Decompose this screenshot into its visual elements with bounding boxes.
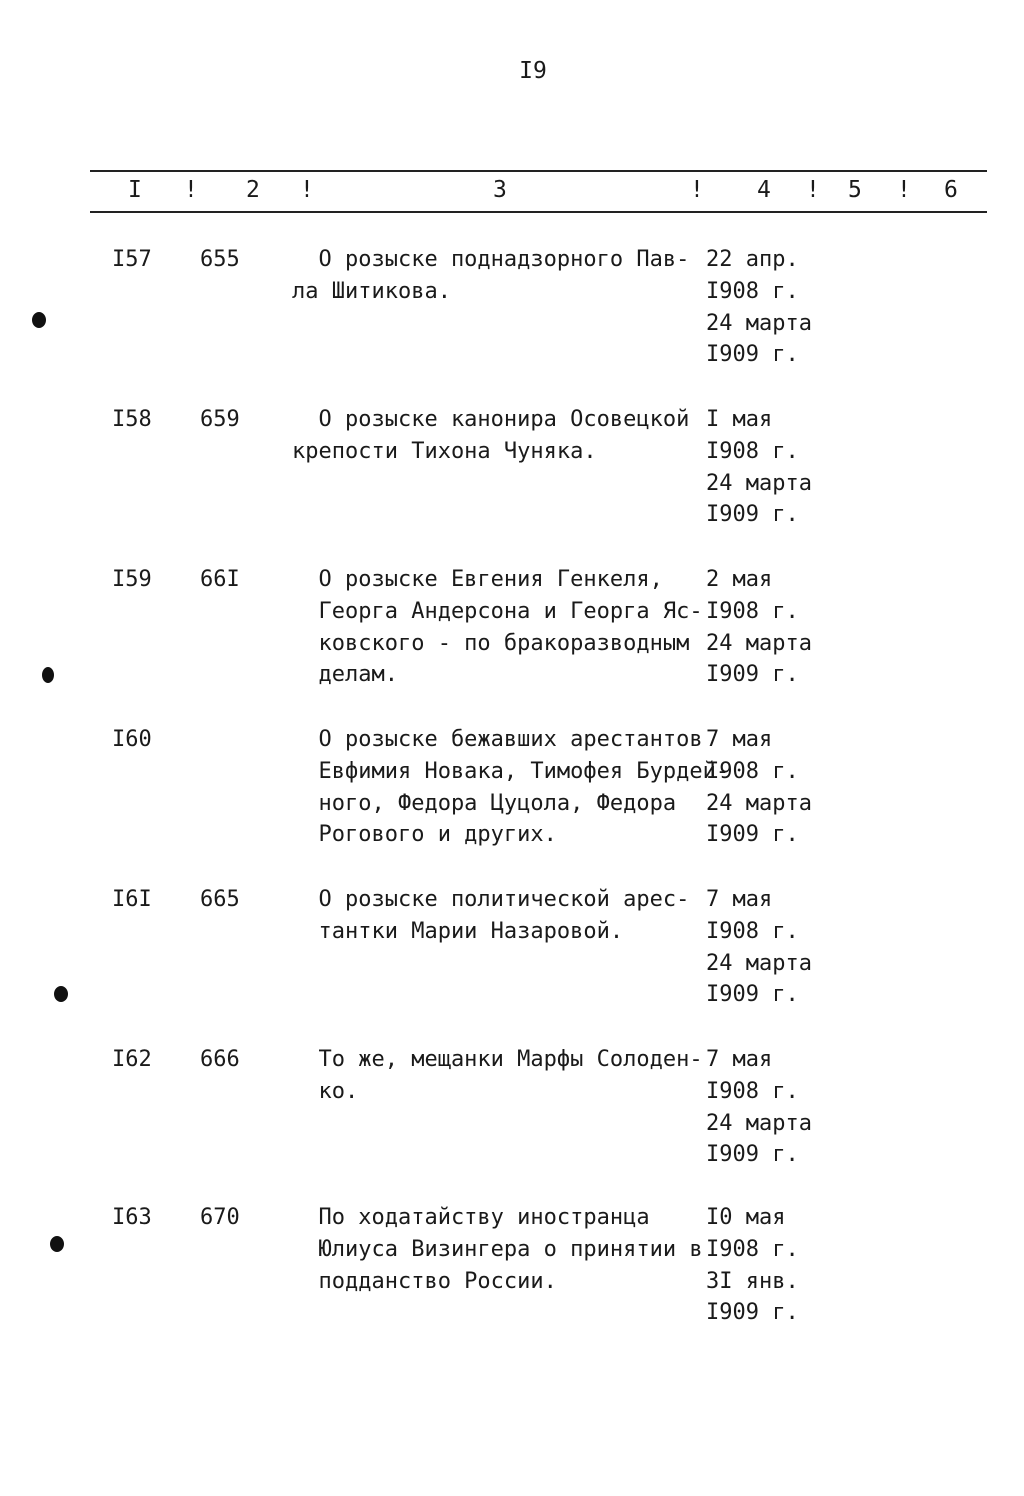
header-separator: ! (690, 177, 704, 203)
case-title (292, 1044, 703, 1108)
hole-punch-mark (50, 1236, 64, 1252)
case-date-line: I908 г. (706, 438, 799, 464)
case-title-line: О розыске бежавших арестантов (292, 727, 703, 752)
header-col-6: 6 (944, 177, 958, 203)
header-col-3: 3 (493, 177, 507, 203)
case-title-line: О розыске политической арес- (292, 887, 690, 912)
case-dates (706, 884, 812, 1011)
case-dates (706, 564, 812, 691)
case-date-line: 24 марта (706, 630, 812, 656)
case-title-line: делам. (292, 662, 398, 688)
file-number: 66I (200, 567, 240, 592)
case-date-line: I908 г. (706, 758, 799, 784)
case-date-line: I909 г. (706, 342, 799, 368)
case-date-line: 24 марта (706, 310, 812, 336)
row-number: I57 (112, 247, 152, 272)
case-date-line: I908 г. (706, 1236, 799, 1262)
case-date-line: I909 г. (706, 822, 799, 848)
case-date-line: I0 мая (706, 1205, 786, 1230)
case-date-line: I908 г. (706, 918, 799, 944)
case-dates (706, 404, 812, 531)
file-number: 659 (200, 407, 240, 432)
header-col-5: 5 (848, 177, 862, 203)
case-date-line: 24 марта (706, 950, 812, 976)
file-number: 666 (200, 1047, 240, 1072)
header-separator: ! (897, 177, 911, 203)
page-number: I9 (519, 58, 547, 84)
row-number: I62 (112, 1047, 152, 1072)
file-number: 655 (200, 247, 240, 272)
case-date-line: I908 г. (706, 598, 799, 624)
header-separator: ! (300, 177, 314, 203)
case-date-line: 24 марта (706, 470, 812, 496)
file-number: 670 (200, 1205, 240, 1230)
hole-punch-mark (42, 667, 54, 683)
case-title-line: Рогового и других. (292, 822, 557, 848)
hole-punch-mark (54, 986, 68, 1002)
case-title-line: О розыске Евгения Генкеля, (292, 567, 663, 592)
case-title-line: подданство России. (292, 1268, 557, 1294)
case-title-line: крепости Тихона Чуняка. (292, 438, 597, 464)
file-number: 665 (200, 887, 240, 912)
case-date-line: I909 г. (706, 1142, 799, 1168)
case-dates (706, 1202, 799, 1329)
header-separator: ! (184, 177, 198, 203)
case-date-line: I909 г. (706, 502, 799, 528)
header-rule-bottom (90, 211, 987, 213)
case-date-line: 7 мая (706, 1047, 773, 1072)
case-title-line: О розыске канонира Осовецкой (292, 407, 690, 432)
case-date-line: 24 марта (706, 1110, 812, 1136)
case-title-line: ного, Федора Цуцола, Федора (292, 790, 677, 816)
case-dates (706, 1044, 812, 1171)
case-date-line: 3I янв. (706, 1268, 799, 1294)
case-title-line: Георга Андерсона и Георга Яс- (292, 598, 703, 624)
case-date-line: I мая (706, 407, 773, 432)
row-number: I63 (112, 1205, 152, 1230)
header-col-4: 4 (757, 177, 771, 203)
case-date-line: I908 г. (706, 1078, 799, 1104)
case-date-line: 2 мая (706, 567, 773, 592)
case-title-line: По ходатайству иностранца (292, 1205, 650, 1230)
hole-punch-mark (32, 312, 46, 328)
case-title-line: То же, мещанки Марфы Солоден- (292, 1047, 703, 1072)
case-dates (706, 244, 812, 371)
case-title (292, 244, 689, 308)
case-date-line: 22 апр. (706, 247, 799, 272)
case-date-line: I908 г. (706, 278, 799, 304)
case-title-line: Юлиуса Визингера о принятии в (292, 1236, 703, 1262)
case-title (292, 564, 703, 691)
case-title-line: ковского - по бракоразводным (292, 630, 690, 656)
case-title (292, 1202, 703, 1297)
case-title-line: тантки Марии Назаровой. (292, 918, 624, 944)
case-dates (706, 724, 812, 851)
row-number: I59 (112, 567, 152, 592)
row-number: I60 (112, 727, 152, 752)
header-col-2: 2 (246, 177, 260, 203)
case-date-line: I909 г. (706, 662, 799, 688)
case-date-line: 24 марта (706, 790, 812, 816)
row-number: I6I (112, 887, 152, 912)
case-title (292, 724, 729, 851)
case-title-line: Евфимия Новака, Тимофея Бурдей- (292, 758, 730, 784)
case-title-line: ко. (292, 1078, 359, 1104)
case-date-line: 7 мая (706, 727, 773, 752)
header-col-1: I (128, 177, 142, 203)
case-title-line: ла Шитикова. (292, 278, 451, 304)
case-title (292, 404, 689, 468)
header-separator: ! (806, 177, 820, 203)
case-date-line: I909 г. (706, 1300, 799, 1326)
header-rule-top (90, 170, 987, 172)
case-title (292, 884, 689, 948)
case-title-line: О розыске поднадзорного Пав- (292, 247, 690, 272)
case-date-line: 7 мая (706, 887, 773, 912)
case-date-line: I909 г. (706, 982, 799, 1008)
row-number: I58 (112, 407, 152, 432)
